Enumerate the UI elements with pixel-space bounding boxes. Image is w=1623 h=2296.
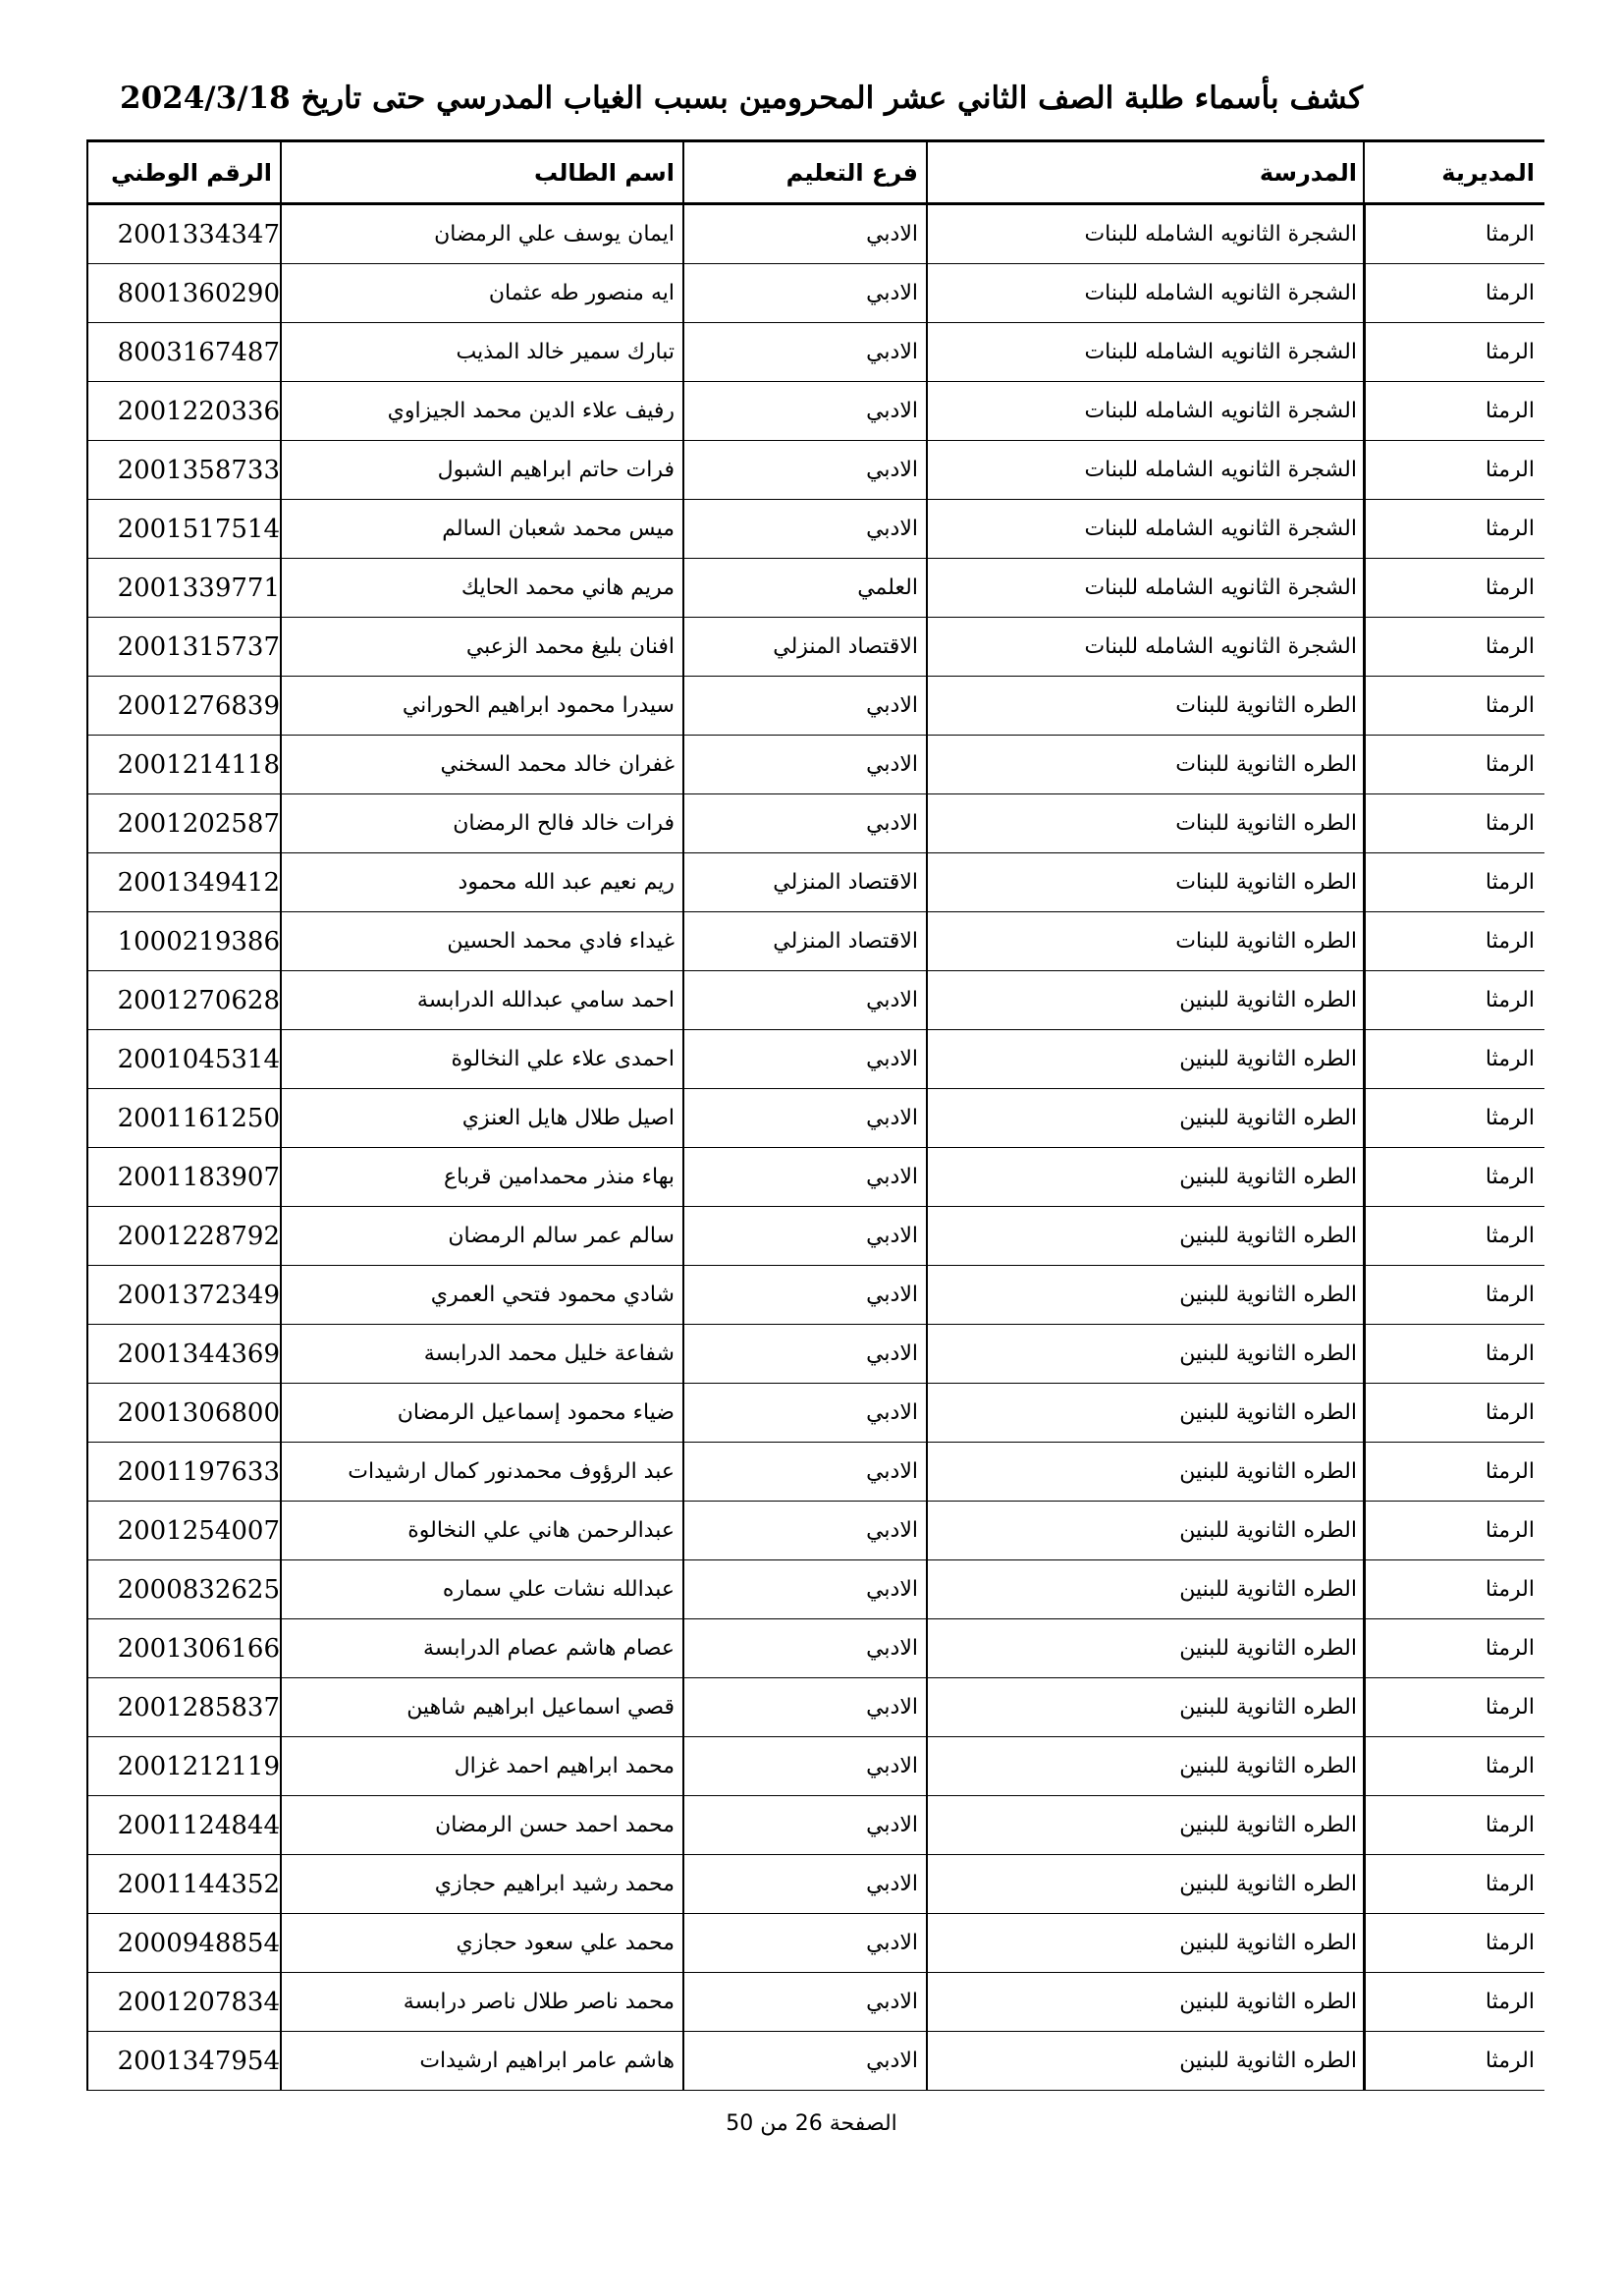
cell-branch: الادبي [682,1148,926,1207]
cell-directorate: الرمثا [1363,1678,1544,1737]
cell-directorate: الرمثا [1363,853,1544,912]
cell-national-id: 2001228792 [86,1207,280,1266]
cell-directorate: الرمثا [1363,794,1544,853]
cell-directorate: الرمثا [1363,1207,1544,1266]
cell-branch: الادبي [682,382,926,441]
cell-student-name: محمد رشيد ابراهيم حجازي [280,1855,682,1914]
cell-school: الطره الثانوية للبنين [926,1973,1363,2032]
cell-branch: الادبي [682,1973,926,2032]
cell-branch: الادبي [682,1796,926,1855]
cell-directorate: الرمثا [1363,618,1544,677]
cell-student-name: فرات حاتم ابراهيم الشبول [280,441,682,500]
table-row [86,618,1544,677]
cell-student-name: سيدرا محمود ابراهيم الحوراني [280,677,682,736]
cell-branch: العلمي [682,559,926,618]
cell-directorate: الرمثا [1363,1266,1544,1325]
cell-national-id: 2001183907 [86,1148,280,1207]
cell-directorate: الرمثا [1363,1619,1544,1678]
students-table [86,139,1544,2091]
cell-branch: الاقتصاد المنزلي [682,853,926,912]
table-row [86,323,1544,382]
cell-branch: الادبي [682,2032,926,2091]
cell-student-name: محمد احمد حسن الرمضان [280,1796,682,1855]
table-body [86,205,1544,2091]
cell-directorate: الرمثا [1363,1030,1544,1089]
cell-national-id: 8001360290 [86,264,280,323]
cell-directorate: الرمثا [1363,1855,1544,1914]
cell-national-id: 2001144352 [86,1855,280,1914]
cell-directorate: الرمثا [1363,500,1544,559]
table-header-row [86,142,1544,205]
cell-school: الطره الثانوية للبنين [926,971,1363,1030]
cell-branch: الاقتصاد المنزلي [682,618,926,677]
cell-national-id: 2001306800 [86,1384,280,1443]
cell-student-name: تبارك سمير خالد المذيب [280,323,682,382]
cell-national-id: 2001349412 [86,853,280,912]
cell-school: الطره الثانوية للبنين [926,1089,1363,1148]
cell-national-id: 2001202587 [86,794,280,853]
cell-national-id: 2001344369 [86,1325,280,1384]
cell-student-name: بهاء منذر محمدامين قرباع [280,1148,682,1207]
table-row [86,1560,1544,1619]
cell-student-name: هاشم عامر ابراهيم ارشيدات [280,2032,682,2091]
cell-national-id: 2001372349 [86,1266,280,1325]
header-student-name: اسم الطالب [280,142,682,205]
cell-school: الطره الثانوية للبنين [926,1030,1363,1089]
cell-school: الطره الثانوية للبنين [926,1443,1363,1502]
table-row [86,205,1544,264]
cell-school: الطره الثانوية للبنين [926,1678,1363,1737]
table-row [86,1384,1544,1443]
cell-national-id: 2001124844 [86,1796,280,1855]
cell-school: الطره الثانوية للبنين [926,1855,1363,1914]
table-row [86,1325,1544,1384]
cell-branch: الادبي [682,1089,926,1148]
cell-national-id: 2001270628 [86,971,280,1030]
cell-student-name: عبد الرؤوف محمدنور كمال ارشيدات [280,1443,682,1502]
cell-student-name: محمد ابراهيم احمد غزال [280,1737,682,1796]
cell-national-id: 2001339771 [86,559,280,618]
cell-national-id: 2001214118 [86,736,280,794]
cell-branch: الادبي [682,1384,926,1443]
table-row [86,500,1544,559]
header-directorate: المديرية [1363,142,1544,205]
cell-directorate: الرمثا [1363,1384,1544,1443]
table-row [86,264,1544,323]
table-row [86,1737,1544,1796]
cell-national-id: 2001285837 [86,1678,280,1737]
cell-school: الطره الثانوية للبنين [926,1502,1363,1560]
cell-school: الشجرة الثانويه الشامله للبنات [926,205,1363,264]
table-row [86,1855,1544,1914]
cell-national-id: 2001220336 [86,382,280,441]
table-row [86,441,1544,500]
cell-student-name: محمد علي سعود حجازي [280,1914,682,1973]
cell-school: الطره الثانوية للبنين [926,2032,1363,2091]
cell-branch: الادبي [682,677,926,736]
cell-student-name: مريم هاني محمد الحايك [280,559,682,618]
header-school: المدرسة [926,142,1363,205]
cell-branch: الادبي [682,1207,926,1266]
table-row [86,1030,1544,1089]
table-row [86,736,1544,794]
cell-directorate: الرمثا [1363,1325,1544,1384]
cell-school: الطره الثانوية للبنين [926,1384,1363,1443]
cell-school: الطره الثانوية للبنين [926,1148,1363,1207]
cell-directorate: الرمثا [1363,2032,1544,2091]
cell-national-id: 2001212119 [86,1737,280,1796]
cell-student-name: غيداء فادي محمد الحسين [280,912,682,971]
table-row [86,853,1544,912]
cell-branch: الادبي [682,1619,926,1678]
cell-national-id: 2001197633 [86,1443,280,1502]
cell-student-name: شفاعة خليل محمد الدرابسة [280,1325,682,1384]
cell-branch: الادبي [682,794,926,853]
cell-directorate: الرمثا [1363,1796,1544,1855]
cell-school: الطره الثانوية للبنين [926,1560,1363,1619]
cell-school: الطره الثانوية للبنات [926,912,1363,971]
table-row [86,1089,1544,1148]
table-row [86,1207,1544,1266]
cell-school: الشجرة الثانويه الشامله للبنات [926,264,1363,323]
cell-directorate: الرمثا [1363,1502,1544,1560]
cell-student-name: ايمان يوسف علي الرمضان [280,205,682,264]
table-row [86,1443,1544,1502]
cell-student-name: شادي محمود فتحي العمري [280,1266,682,1325]
cell-student-name: احمد سامي عبدالله الدرابسة [280,971,682,1030]
table-row [86,1796,1544,1855]
cell-directorate: الرمثا [1363,736,1544,794]
cell-directorate: الرمثا [1363,1914,1544,1973]
cell-directorate: الرمثا [1363,323,1544,382]
table-row [86,2032,1544,2091]
cell-branch: الادبي [682,1502,926,1560]
cell-student-name: رفيف علاء الدين محمد الجيزاوي [280,382,682,441]
cell-national-id: 2001358733 [86,441,280,500]
table-row [86,1619,1544,1678]
cell-student-name: ضياء محمود إسماعيل الرمضان [280,1384,682,1443]
table-row [86,912,1544,971]
cell-school: الشجرة الثانويه الشامله للبنات [926,323,1363,382]
cell-branch: الادبي [682,1443,926,1502]
table-row [86,1678,1544,1737]
cell-student-name: اصيل طلال هايل العنزي [280,1089,682,1148]
cell-branch: الادبي [682,1914,926,1973]
cell-branch: الادبي [682,1030,926,1089]
cell-branch: الادبي [682,1560,926,1619]
cell-national-id: 2001207834 [86,1973,280,2032]
cell-student-name: احمدى علاء علي النخالوة [280,1030,682,1089]
cell-school: الطره الثانوية للبنين [926,1737,1363,1796]
header-branch: فرع التعليم [682,142,926,205]
cell-directorate: الرمثا [1363,441,1544,500]
cell-national-id: 2001347954 [86,2032,280,2091]
cell-school: الشجرة الثانويه الشامله للبنات [926,559,1363,618]
table-row [86,677,1544,736]
table-row [86,971,1544,1030]
cell-directorate: الرمثا [1363,1148,1544,1207]
cell-student-name: افنان بليغ محمد الزعبي [280,618,682,677]
page-title: كشف بأسماء طلبة الصف الثاني عشر المحرومين بسبب الغياب المدرسي حتى تاريخ 2024/3/18 [120,81,1363,116]
cell-directorate: الرمثا [1363,677,1544,736]
table-row [86,1914,1544,1973]
cell-school: الشجرة الثانويه الشامله للبنات [926,500,1363,559]
table-row [86,1973,1544,2032]
cell-school: الشجرة الثانويه الشامله للبنات [926,441,1363,500]
cell-directorate: الرمثا [1363,971,1544,1030]
cell-student-name: غفران خالد محمد السخني [280,736,682,794]
cell-school: الطره الثانوية للبنين [926,1325,1363,1384]
cell-school: الشجرة الثانويه الشامله للبنات [926,382,1363,441]
cell-national-id: 2001276839 [86,677,280,736]
cell-student-name: عبدالله نشات علي سماره [280,1560,682,1619]
cell-national-id: 1000219386 [86,912,280,971]
cell-student-name: قصي اسماعيل ابراهيم شاهين [280,1678,682,1737]
cell-directorate: الرمثا [1363,264,1544,323]
cell-directorate: الرمثا [1363,1973,1544,2032]
cell-school: الطره الثانوية للبنات [926,794,1363,853]
cell-national-id: 2001161250 [86,1089,280,1148]
cell-national-id: 8003167487 [86,323,280,382]
cell-student-name: عصام هاشم عصام الدرابسة [280,1619,682,1678]
cell-directorate: الرمثا [1363,205,1544,264]
cell-branch: الادبي [682,736,926,794]
cell-school: الطره الثانوية للبنين [926,1796,1363,1855]
table-row [86,1266,1544,1325]
cell-national-id: 2001306166 [86,1619,280,1678]
cell-national-id: 2001315737 [86,618,280,677]
cell-directorate: الرمثا [1363,559,1544,618]
table-row [86,1148,1544,1207]
cell-school: الشجرة الثانويه الشامله للبنات [926,618,1363,677]
cell-directorate: الرمثا [1363,1443,1544,1502]
cell-directorate: الرمثا [1363,1560,1544,1619]
cell-school: الطره الثانوية للبنات [926,736,1363,794]
cell-branch: الادبي [682,1325,926,1384]
cell-school: الطره الثانوية للبنين [926,1266,1363,1325]
cell-national-id: 2000832625 [86,1560,280,1619]
cell-branch: الادبي [682,441,926,500]
table-row [86,382,1544,441]
cell-branch: الادبي [682,1266,926,1325]
cell-school: الطره الثانوية للبنات [926,853,1363,912]
cell-school: الطره الثانوية للبنات [926,677,1363,736]
cell-school: الطره الثانوية للبنين [926,1619,1363,1678]
cell-national-id: 2001517514 [86,500,280,559]
header-national-id: الرقم الوطني [86,142,280,205]
table-row [86,1502,1544,1560]
cell-branch: الادبي [682,323,926,382]
cell-branch: الادبي [682,971,926,1030]
cell-directorate: الرمثا [1363,912,1544,971]
cell-national-id: 2001334347 [86,205,280,264]
cell-school: الطره الثانوية للبنين [926,1914,1363,1973]
cell-national-id: 2001254007 [86,1502,280,1560]
cell-branch: الادبي [682,264,926,323]
cell-school: الطره الثانوية للبنين [926,1207,1363,1266]
cell-student-name: فرات خالد فالح الرمضان [280,794,682,853]
table-row [86,794,1544,853]
cell-student-name: ريم نعيم عبد الله محمود [280,853,682,912]
cell-branch: الادبي [682,205,926,264]
cell-national-id: 2001045314 [86,1030,280,1089]
cell-branch: الادبي [682,1678,926,1737]
cell-student-name: عبدالرحمن هاني علي النخالوة [280,1502,682,1560]
cell-student-name: ميس محمد شعبان السالم [280,500,682,559]
cell-directorate: الرمثا [1363,1089,1544,1148]
cell-directorate: الرمثا [1363,1737,1544,1796]
cell-student-name: محمد ناصر طلال ناصر درابسة [280,1973,682,2032]
cell-student-name: ايه منصور طه عثمان [280,264,682,323]
cell-branch: الادبي [682,1737,926,1796]
cell-branch: الادبي [682,500,926,559]
cell-branch: الاقتصاد المنزلي [682,912,926,971]
cell-national-id: 2000948854 [86,1914,280,1973]
page-number: الصفحة 26 من 50 [726,2111,897,2136]
table-row [86,559,1544,618]
cell-student-name: سالم عمر سالم الرمضان [280,1207,682,1266]
cell-branch: الادبي [682,1855,926,1914]
cell-directorate: الرمثا [1363,382,1544,441]
